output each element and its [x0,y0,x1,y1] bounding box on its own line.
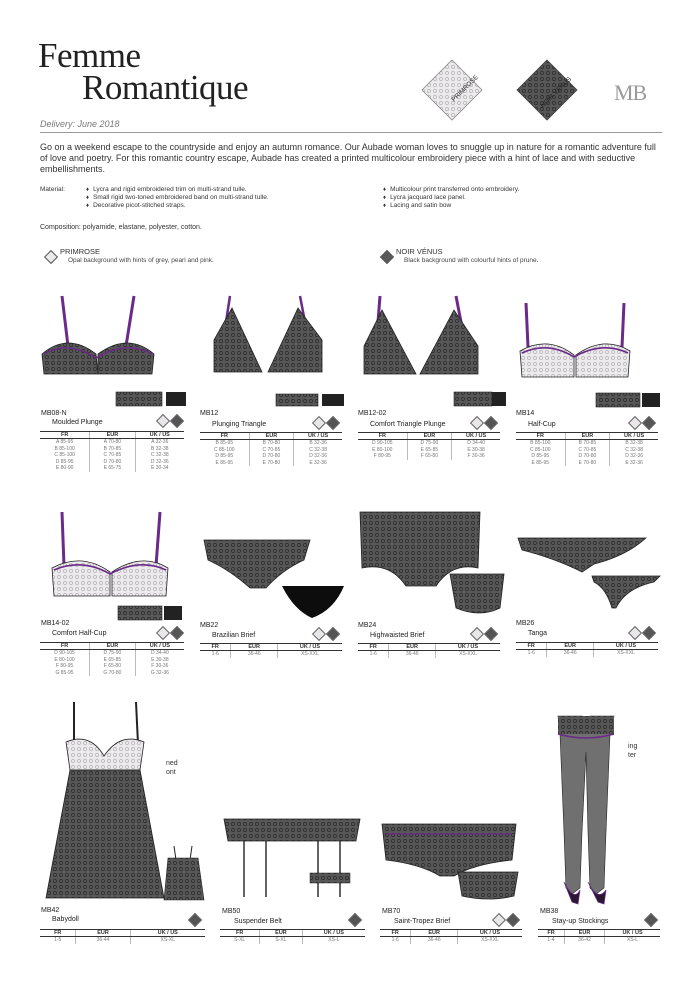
col-uk: UK / US [610,433,658,440]
size-cell: E 32-36 [294,460,342,467]
size-cell: C 32-38 [294,447,342,454]
size-cell: D 90-105 [372,440,393,446]
product-name: Brazilian Brief [212,632,256,639]
col-eur: EUR [249,433,294,440]
product-name: Plunging Triangle [212,421,267,428]
col-fr: FR [358,433,407,440]
material-item: ♦ Small rigid two-toned embroidered band on multi-strand tulle. [86,194,269,202]
size-cell: A 85-95 [56,439,74,445]
noir-swatch-icon [642,626,656,640]
noir-swatch-icon [348,913,362,927]
size-cell: F 30-36 [452,453,500,460]
product-code: MB12 [200,410,219,417]
size-cell: D 75-90 [90,650,136,657]
material-item: ♦ Lycra jacquard lace panel. [383,194,519,202]
size-cell: D 70-80 [565,453,610,460]
size-cell: B 85-100 [530,440,551,446]
primrose-desc: Opal background with hints of grey, pearl and pink. [68,257,214,264]
col-eur: EUR [76,930,130,937]
product-name: Suspender Belt [234,918,282,925]
size-cell: E 85-95 [531,459,550,466]
size-cell: XS-XXL [435,651,500,658]
product-code: MB08-N [41,410,67,417]
col-uk: UK / US [452,433,500,440]
mb38-illustration [548,712,628,907]
size-table [380,929,522,944]
size-cell: 36-44 [76,937,130,944]
product-name: Highwaisted Brief [370,632,425,639]
title-line-1: Femme [38,36,141,75]
mb14-02-illustration [38,508,188,623]
size-cell: C 70-85 [249,447,294,454]
size-table [200,643,342,658]
size-cell: E 70-80 [565,460,610,467]
col-eur: EUR [407,433,452,440]
product-code: MB12-02 [358,410,387,417]
size-table [516,432,658,466]
product-name: Saint-Tropez Brief [394,918,451,925]
col-uk: UK / US [457,930,522,937]
noir-swatch-icon [326,416,340,430]
size-cell: 36-46 [389,651,436,658]
material-label: Material: [40,186,65,193]
col-fr: FR [40,643,90,650]
product-name: Stay-up Stockings [552,918,609,925]
material-item: ♦ Lycra and rigid embroidered trim on multi-strand tulle. [86,186,269,194]
product-code: MB26 [516,620,535,627]
size-cell: C 85-100 [530,446,551,453]
primrose-swatch-icon [628,626,642,640]
size-cell: 36-42 [565,937,605,944]
noir-swatch-icon [644,913,658,927]
size-cell: D 32-36 [294,453,342,460]
product-code: MB22 [200,622,219,629]
primrose-swatch-label: PRIMROSE [450,73,480,104]
size-cell: 1-6 [527,650,535,656]
size-cell: D 34-40 [452,440,500,447]
size-cell: 1-6 [369,651,377,657]
size-cell: D 75-90 [407,440,452,447]
size-cell: C 85-100 [54,452,75,458]
size-cell: C 32-38 [610,447,658,454]
size-cell: XS-XXL [277,651,342,658]
size-cell: D 85-95 [531,453,550,459]
material-list-right [383,186,519,210]
col-uk: UK / US [135,432,184,439]
product-name: Comfort Triangle Plunge [370,421,446,428]
product-name: Babydoll [52,916,79,923]
size-cell: B 85-100 [54,445,75,452]
mb12-02-illustration [358,288,508,413]
noir-swatch-icon [170,626,184,640]
mb14-illustration [514,295,664,413]
noir-venus-diamond-icon [380,250,394,264]
size-table [220,929,365,944]
stockings-note: ing ter [628,743,638,759]
primrose-swatch-icon [312,627,326,641]
col-fr: FR [516,433,565,440]
size-cell: G 85-95 [55,669,74,676]
material-item: ♦ Lacing and satin bow [383,202,519,210]
size-cell: E 65-85 [407,447,452,454]
noir-swatch-icon [642,416,656,430]
size-cell: B 85-95 [215,440,234,446]
size-cell: E 30-38 [452,447,500,454]
delivery-date: Delivery: June 2018 [40,119,120,129]
size-cell: XS-XL [130,937,205,944]
size-cell: B 70-85 [565,440,610,447]
size-cell: 36-46 [547,650,594,657]
size-cell: D 85-95 [215,453,234,459]
size-cell: 1-6 [391,937,399,943]
primrose-diamond-icon [44,250,58,264]
size-table [538,929,660,944]
product-name: Comfort Half-Cup [52,630,107,637]
mb70-illustration [378,820,528,910]
mb50-illustration [218,815,368,910]
size-cell: E 65-75 [90,465,135,472]
primrose-swatch-icon [470,627,484,641]
col-uk: UK / US [135,643,184,650]
size-cell: D 32-36 [135,459,184,466]
col-eur: EUR [260,930,302,937]
product-code: MB38 [540,908,559,915]
size-cell: E 32-36 [610,460,658,467]
size-cell: D 32-36 [610,453,658,460]
size-table [516,642,658,657]
product-name: Moulded Plunge [52,419,103,426]
brand-mark: MB [614,80,647,105]
mb12-illustration [200,290,350,415]
composition: Composition: polyamide, elastane, polyester, cotton. [40,224,202,231]
col-eur: EUR [90,643,136,650]
size-table [358,643,500,658]
material-item: ♦ Decorative picot-stitched straps. [86,202,269,210]
col-uk: UK / US [277,644,342,651]
mb42-illustration [40,698,210,908]
size-cell: F 65-80 [90,663,136,670]
size-cell: 1-6 [211,651,219,657]
size-cell: E 65-85 [90,657,136,664]
size-cell: XS-XXL [593,650,658,657]
noir-venus-name: NOIR VÉNUS [396,247,443,256]
col-uk: UK / US [593,643,658,650]
product-name: Tanga [528,630,548,637]
material-item: ♦ Multicolour print transferred onto embroidery. [383,186,519,194]
size-cell: D 85-95 [55,458,74,465]
size-cell: S-XL [260,937,302,944]
col-uk: UK / US [302,930,365,937]
size-cell: D 90-105 [54,650,75,656]
product-code: MB24 [358,622,377,629]
col-eur: EUR [231,644,278,651]
col-uk: UK / US [130,930,205,937]
size-cell: A 70-80 [90,439,135,446]
size-cell: S-XL [234,937,246,943]
noir-swatch-icon [484,416,498,430]
header-divider [40,132,662,133]
col-eur: EUR [389,644,436,651]
size-table [358,432,500,460]
size-cell: F 80-95 [55,663,74,669]
size-cell: A 32-36 [135,439,184,446]
col-uk: UK / US [605,930,660,937]
size-cell: E 80-90 [55,465,74,471]
size-cell: B 32-36 [294,440,342,447]
size-cell: D 70-80 [249,453,294,460]
col-fr: FR [358,644,389,651]
primrose-swatch-icon [156,626,170,640]
size-cell: E 85-95 [215,459,234,466]
product-code: MB14 [516,410,535,417]
col-fr: FR [200,644,231,651]
col-eur: EUR [411,930,458,937]
size-cell: F 65-80 [407,453,452,460]
size-table [200,432,342,466]
size-table [40,642,184,676]
size-cell: F 80-95 [373,453,391,459]
size-cell: B 70-85 [90,446,135,453]
size-cell: G 32-36 [135,670,184,677]
primrose-swatch-icon [628,416,642,430]
col-uk: UK / US [435,644,500,651]
size-cell: E 80-100 [372,446,393,453]
size-cell: XS-L [605,937,660,944]
size-cell: 1-4 [547,937,555,943]
col-eur: EUR [90,432,135,439]
col-fr: FR [200,433,249,440]
size-cell: D 70-80 [90,459,135,466]
size-cell: B 70-80 [249,440,294,447]
size-cell: B 32-38 [610,440,658,447]
primrose-swatch-icon [492,913,506,927]
mb26-illustration [514,534,664,619]
primrose-swatch-icon [470,416,484,430]
size-cell: E 30-34 [135,465,184,472]
product-code: MB50 [222,908,241,915]
col-fr: FR [516,643,547,650]
primrose-swatch [420,58,484,122]
size-cell: E 80-100 [54,656,75,663]
col-fr: FR [220,930,260,937]
babydoll-note: ned ont [166,760,178,776]
noir-swatch-icon [326,627,340,641]
size-cell: C 32-38 [135,452,184,459]
product-code: MB70 [382,908,401,915]
col-eur: EUR [565,433,610,440]
primrose-swatch-icon [156,414,170,428]
product-code: MB14-02 [41,620,70,627]
noir-swatch-icon [484,627,498,641]
col-fr: FR [40,432,90,439]
size-cell: C 70-85 [565,447,610,454]
size-table [40,929,205,944]
col-eur: EUR [547,643,594,650]
col-eur: EUR [565,930,605,937]
size-cell: 1-5 [54,937,62,943]
size-cell: 36-46 [231,651,278,658]
noir-swatch-icon [506,913,520,927]
size-cell: XS-XXL [457,937,522,944]
mb24-illustration [356,508,506,623]
noir-venus-swatch [515,58,579,122]
product-code: MB42 [41,907,60,914]
col-fr: FR [538,930,565,937]
size-cell: F 30-36 [135,663,184,670]
title-line-2: Romantique [82,68,249,107]
size-cell: XS-L [302,937,365,944]
noir-venus-swatch-label: NOIR VÉNUS [539,75,574,110]
col-fr: FR [40,930,76,937]
size-cell: E 30-38 [135,657,184,664]
col-uk: UK / US [294,433,342,440]
product-name: Half-Cup [528,421,556,428]
size-cell: D 34-40 [135,650,184,657]
primrose-swatch-icon [312,416,326,430]
col-fr: FR [380,930,411,937]
size-cell: C 85-100 [214,446,235,453]
noir-venus-desc: Black background with colourful hints of prune. [404,257,539,264]
noir-swatch-icon [188,913,202,927]
size-cell: 36-46 [411,937,458,944]
size-cell: B 32-38 [135,446,184,453]
size-cell: C 70-85 [90,452,135,459]
size-cell: E 70-80 [249,460,294,467]
size-table [40,431,184,472]
intro-paragraph: Go on a weekend escape to the countryside and enjoy an autumn romance. Our Aubade woman loves to snuggle up in nature for a romantic adventure full of love and poetry. For this romantic country escape, Aubade has created a printed multicolour embroidery piece with a hint of lace and with seductive embellishments. [40,142,656,174]
mb22-illustration [200,530,350,625]
material-list-left [86,186,269,210]
size-cell: G 70-80 [90,670,136,677]
primrose-name: PRIMROSE [60,247,101,256]
noir-swatch-icon [170,414,184,428]
mb08n-illustration [38,288,188,413]
